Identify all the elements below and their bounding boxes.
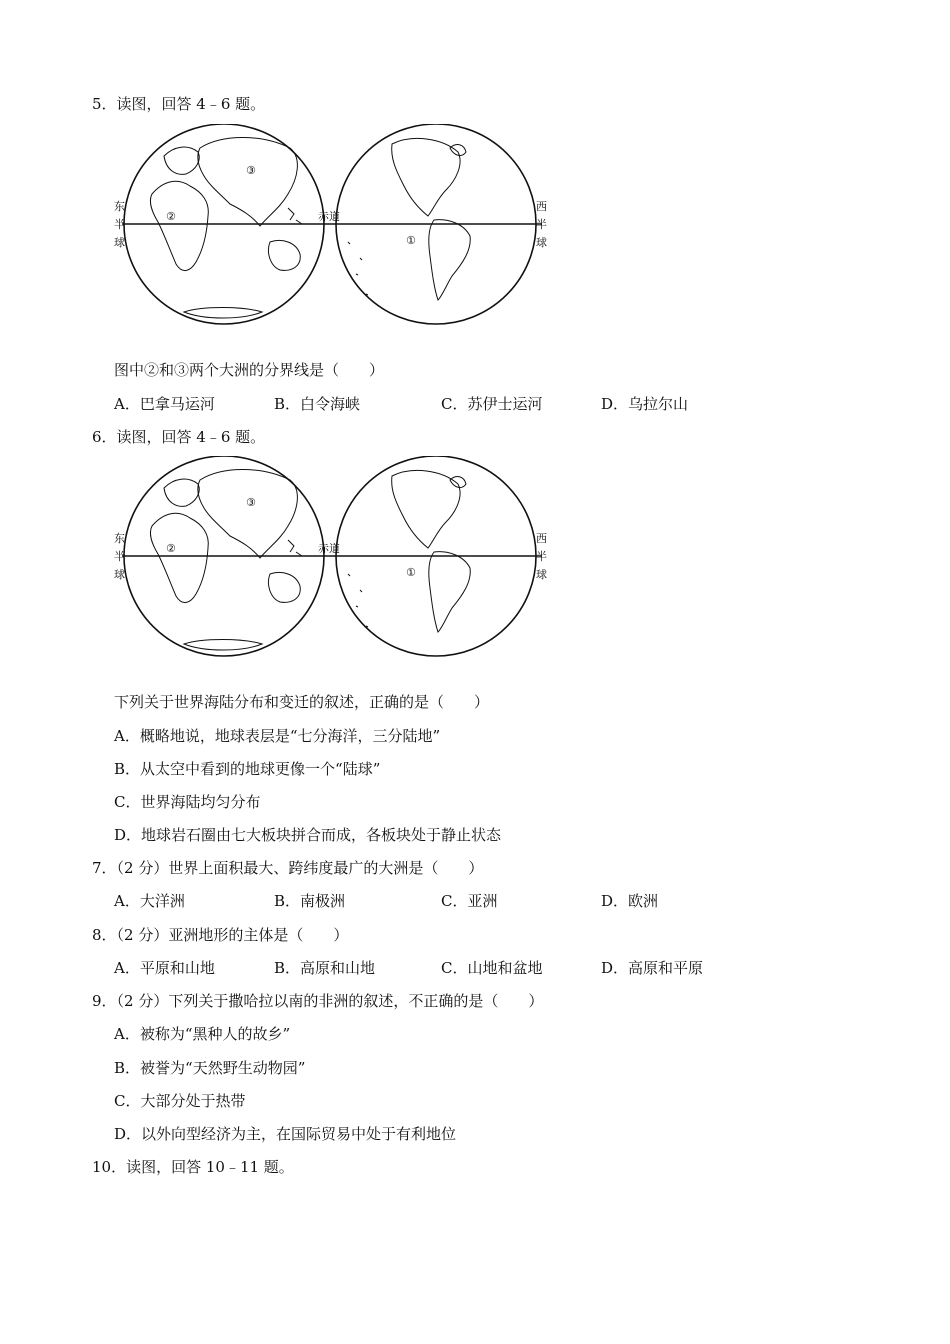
q7-option-a: A．大洋洲: [114, 892, 185, 910]
q5-option-d: D．乌拉尔山: [601, 395, 689, 413]
marker-3: ③: [246, 496, 256, 509]
q8-option-d: D．高原和平原: [601, 959, 704, 977]
west-label-1: 西: [536, 200, 547, 213]
east-label-2: 半: [114, 550, 125, 563]
q8-stem: 8．（2 分）亚洲地形的主体是（ ）: [92, 926, 349, 944]
q10-stem: 10．读图，回答 10﹣11 题。: [92, 1158, 294, 1176]
west-label-3: 球: [536, 236, 547, 249]
marker-1: ①: [406, 566, 416, 579]
east-label-1: 东: [114, 532, 125, 545]
east-label-2: 半: [114, 218, 125, 231]
marker-2: ②: [166, 210, 176, 223]
q9-option-b: B．被誉为“天然野生动物园”: [114, 1059, 306, 1077]
q5-option-b: B．白令海峡: [274, 395, 361, 413]
q9-option-c: C．大部分处于热带: [114, 1092, 246, 1110]
q5-stem: 5．读图，回答 4﹣6 题。: [92, 95, 266, 113]
q7-option-d: D．欧洲: [601, 892, 659, 910]
west-label-2: 半: [536, 550, 547, 563]
q9-option-d: D．以外向型经济为主，在国际贸易中处于有利地位: [114, 1125, 457, 1143]
marker-3: ③: [246, 164, 256, 177]
q6-option-c: C．世界海陆均匀分布: [114, 793, 261, 811]
q8-option-a: A．平原和山地: [114, 959, 215, 977]
q6-question: 下列关于世界海陆分布和变迁的叙述，正确的是（ ）: [114, 693, 490, 711]
marker-1: ①: [406, 234, 416, 247]
q5-option-c: C．苏伊士运河: [441, 395, 543, 413]
q8-option-c: C．山地和盆地: [441, 959, 543, 977]
q5-question: 图中②和③两个大洲的分界线是（ ）: [114, 361, 385, 379]
east-label-3: 球: [114, 568, 125, 581]
east-label-1: 东: [114, 200, 125, 213]
marker-2: ②: [166, 542, 176, 555]
q6-stem: 6．读图，回答 4﹣6 题。: [92, 428, 266, 446]
west-label-1: 西: [536, 532, 547, 545]
equator-label: 赤道: [318, 210, 340, 223]
q6-option-a: A．概略地说，地球表层是“七分海洋，三分陆地”: [114, 727, 441, 745]
q9-option-a: A．被称为“黑种人的故乡”: [114, 1025, 291, 1043]
q6-option-d: D．地球岩石圈由七大板块拼合而成，各板块处于静止状态: [114, 826, 502, 844]
west-label-2: 半: [536, 218, 547, 231]
hemisphere-map-2: [112, 456, 552, 676]
q7-option-c: C．亚洲: [441, 892, 498, 910]
q7-stem: 7．（2 分）世界上面积最大、跨纬度最广的大洲是（ ）: [92, 859, 484, 877]
q7-option-b: B．南极洲: [274, 892, 346, 910]
q8-option-b: B．高原和山地: [274, 959, 376, 977]
q6-option-b: B．从太空中看到的地球更像一个“陆球”: [114, 760, 381, 778]
west-label-3: 球: [536, 568, 547, 581]
equator-label: 赤道: [318, 542, 340, 555]
hemisphere-map-1: [112, 124, 552, 344]
east-label-3: 球: [114, 236, 125, 249]
q9-stem: 9．（2 分）下列关于撒哈拉以南的非洲的叙述，不正确的是（ ）: [92, 992, 544, 1010]
q5-option-a: A．巴拿马运河: [114, 395, 215, 413]
